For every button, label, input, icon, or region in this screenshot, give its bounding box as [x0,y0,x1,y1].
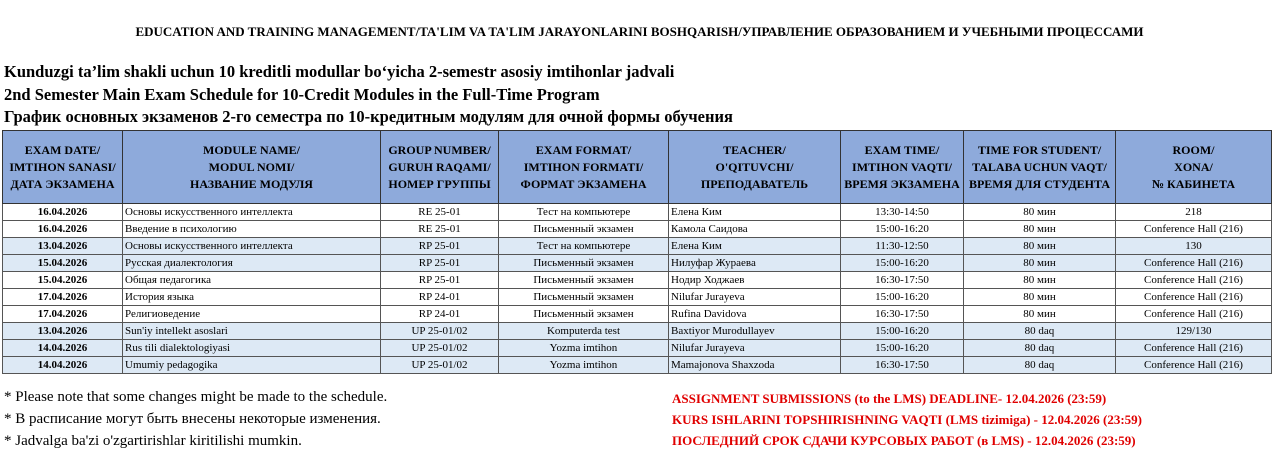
column-header-line: EXAM FORMAT/ [535,142,632,157]
room-cell: Conference Hall (216) [1116,221,1272,238]
group-number-cell: UP 25-01/02 [381,340,499,357]
column-header-line: ВРЕМЯ ЭКЗАМЕНА [844,176,960,191]
column-header-line: ПРЕПОДАВАТЕЛЬ [700,176,809,191]
table-row [3,289,1272,306]
group-number-cell: RE 25-01 [381,221,499,238]
table-row [3,323,1272,340]
exam-time-cell: 15:00-16:20 [841,323,964,340]
teacher-cell: Нодир Ходжаев [669,272,841,289]
room-cell: 130 [1116,238,1272,255]
exam-time-cell: 15:00-16:20 [841,289,964,306]
exam-date-cell: 16.04.2026 [3,221,123,238]
column-header [1116,131,1272,204]
subtitle-ru: График основных экзаменов 2-го семестра по 10-кредитным модулям для очной формы обучения [4,107,733,126]
exam-format-cell: Письменный экзамен [499,221,669,238]
exam-date-cell: 13.04.2026 [3,238,123,255]
table-row [3,238,1272,255]
exam-date-cell: 15.04.2026 [3,255,123,272]
room-cell: Conference Hall (216) [1116,340,1272,357]
column-header-line: НАЗВАНИЕ МОДУЛЯ [190,176,313,191]
room-cell: Conference Hall (216) [1116,357,1272,374]
teacher-cell: Nilufar Jurayeva [669,289,841,306]
column-header-line: IMTIHON FORMATI/ [523,159,644,174]
student-time-cell: 80 мин [964,204,1116,221]
room-cell: 218 [1116,204,1272,221]
teacher-cell: Rufina Davidova [669,306,841,323]
table-header [3,131,1272,204]
teacher-cell: Камола Саидова [669,221,841,238]
column-header-line: TEACHER/ [723,142,786,157]
note-ru: * В расписание могут быть внесены некоторые изменения. [4,411,381,427]
group-number-cell: RP 25-01 [381,272,499,289]
table-row [3,204,1272,221]
table-row [3,340,1272,357]
column-header-line: EXAM TIME/ [864,142,940,157]
exam-format-cell: Yozma imtihon [499,340,669,357]
exam-date-cell: 15.04.2026 [3,272,123,289]
table-row [3,255,1272,272]
teacher-cell: Nilufar Jurayeva [669,340,841,357]
table-row [3,221,1272,238]
module-name-cell: Введение в психологию [123,221,381,238]
group-number-cell: UP 25-01/02 [381,323,499,340]
table-row [3,357,1272,374]
exam-date-cell: 14.04.2026 [3,340,123,357]
column-header-line: IMTIHON VAQTI/ [852,159,952,174]
column-header-line: ВРЕМЯ ДЛЯ СТУДЕНТА [968,176,1111,191]
exam-time-cell: 13:30-14:50 [841,204,964,221]
group-number-cell: RP 24-01 [381,289,499,306]
group-number-cell: RE 25-01 [381,204,499,221]
note-uz: * Jadvalga ba'zi o'zgartirishlar kiritilishi mumkin. [4,433,302,449]
exam-time-cell: 15:00-16:20 [841,221,964,238]
exam-format-cell: Письменный экзамен [499,255,669,272]
room-cell: 129/130 [1116,323,1272,340]
exam-time-cell: 16:30-17:50 [841,357,964,374]
note-en: * Please note that some changes might be made to the schedule. [4,389,388,405]
teacher-cell: Baxtiyor Murodullayev [669,323,841,340]
exam-format-cell: Komputerda test [499,323,669,340]
module-name-cell: Русская диалектология [123,255,381,272]
room-cell: Conference Hall (216) [1116,289,1272,306]
teacher-cell: Mamajonova Shaxzoda [669,357,841,374]
table-row [3,306,1272,323]
column-header [3,131,123,204]
exam-format-cell: Письменный экзамен [499,272,669,289]
module-name-cell: Общая педагогика [123,272,381,289]
column-header [669,131,841,204]
room-cell: Conference Hall (216) [1116,255,1272,272]
column-header [123,131,381,204]
group-number-cell: RP 25-01 [381,238,499,255]
module-name-cell: История языка [123,289,381,306]
teacher-cell: Елена Ким [669,204,841,221]
deadline-uz: KURS ISHLARINI TOPSHIRISHNING VAQTI (LMS tizimiga) - 12.04.2026 (23:59) [672,412,1142,427]
exam-format-cell: Yozma imtihon [499,357,669,374]
exam-date-cell: 17.04.2026 [3,289,123,306]
group-number-cell: RP 25-01 [381,255,499,272]
group-number-cell: UP 25-01/02 [381,357,499,374]
student-time-cell: 80 мин [964,272,1116,289]
column-header-line: EXAM DATE/ [24,142,101,157]
table-row [3,272,1272,289]
module-name-cell: Umumiy pedagogika [123,357,381,374]
student-time-cell: 80 мин [964,238,1116,255]
room-cell: Conference Hall (216) [1116,272,1272,289]
student-time-cell: 80 мин [964,306,1116,323]
deadline-ru: ПОСЛЕДНИЙ СРОК СДАЧИ КУРСОВЫХ РАБОТ (в LMS) - 12.04.2026 (23:59) [672,433,1136,448]
exam-format-cell: Тест на компьютере [499,204,669,221]
exam-time-cell: 16:30-17:50 [841,306,964,323]
module-name-cell: Sun'iy intellekt asoslari [123,323,381,340]
column-header-line: НОМЕР ГРУППЫ [388,176,491,191]
student-time-cell: 80 daq [964,357,1116,374]
exam-date-cell: 17.04.2026 [3,306,123,323]
column-header-line: GROUP NUMBER/ [388,142,491,157]
column-header-line: ROOM/ [1172,142,1215,157]
subtitle-uz: Kunduzgi ta’lim shakli uchun 10 kreditli modullar bo‘yicha 2-semestr asosiy imtihonlar jadvali [4,62,675,81]
exam-format-cell: Тест на компьютере [499,238,669,255]
student-time-cell: 80 daq [964,323,1116,340]
column-header [964,131,1116,204]
exam-time-cell: 11:30-12:50 [841,238,964,255]
column-header [381,131,499,204]
column-header-line: O'QITUVCHI/ [715,159,794,174]
room-cell: Conference Hall (216) [1116,306,1272,323]
module-name-cell: Основы искусственного интеллекта [123,238,381,255]
column-header-line: IMTIHON SANASI/ [9,159,116,174]
column-header-line: MODULE NAME/ [203,142,300,157]
column-header [841,131,964,204]
student-time-cell: 80 daq [964,340,1116,357]
exam-date-cell: 16.04.2026 [3,204,123,221]
group-number-cell: RP 24-01 [381,306,499,323]
column-header-line: XONA/ [1174,159,1213,174]
column-header-line: ФОРМАТ ЭКЗАМЕНА [520,176,647,191]
exam-date-cell: 13.04.2026 [3,323,123,340]
module-name-cell: Религиоведение [123,306,381,323]
exam-format-cell: Письменный экзамен [499,289,669,306]
deadline-en: ASSIGNMENT SUBMISSIONS (to the LMS) DEADLINE- 12.04.2026 (23:59) [672,391,1107,406]
exam-time-cell: 16:30-17:50 [841,272,964,289]
exam-format-cell: Письменный экзамен [499,306,669,323]
student-time-cell: 80 мин [964,289,1116,306]
exam-date-cell: 14.04.2026 [3,357,123,374]
module-name-cell: Основы искусственного интеллекта [123,204,381,221]
column-header-line: TALABA UCHUN VAQT/ [972,159,1107,174]
module-name-cell: Rus tili dialektologiyasi [123,340,381,357]
student-time-cell: 80 мин [964,255,1116,272]
column-header [499,131,669,204]
column-header-line: ДАТА ЭКЗАМЕНА [10,176,115,191]
page-title: EDUCATION AND TRAINING MANAGEMENT/TA'LIM VA TA'LIM JARAYONLARINI BOSHQARISH/УПРАВЛЕНИЕ ОБРАЗОВАНИЕМ И УЧЕБНЫМИ ПРОЦЕССАМИ [135,24,1144,39]
teacher-cell: Елена Ким [669,238,841,255]
column-header-line: GURUH RAQAMI/ [388,159,491,174]
exam-time-cell: 15:00-16:20 [841,340,964,357]
column-header-line: MODUL NOMI/ [208,159,295,174]
exam-time-cell: 15:00-16:20 [841,255,964,272]
teacher-cell: Нилуфар Жураева [669,255,841,272]
subtitle-en: 2nd Semester Main Exam Schedule for 10-Credit Modules in the Full-Time Program [4,85,600,104]
column-header-line: TIME FOR STUDENT/ [977,142,1102,157]
exam-schedule-table [2,130,1272,374]
student-time-cell: 80 мин [964,221,1116,238]
column-header-line: № КАБИНЕТА [1151,176,1236,191]
